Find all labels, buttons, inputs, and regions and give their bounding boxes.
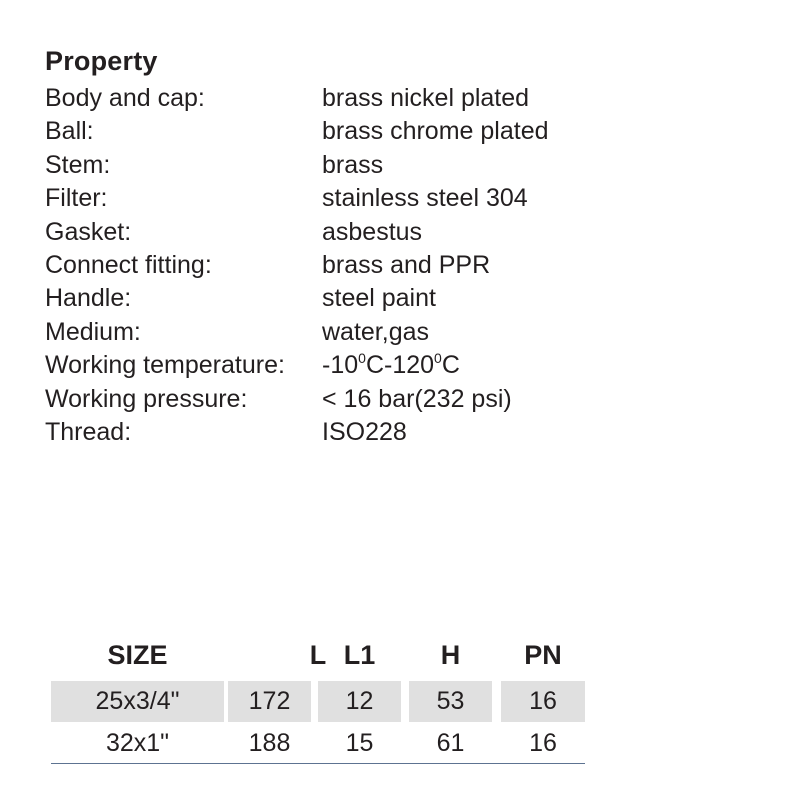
property-label: Filter: xyxy=(45,184,108,213)
property-value: ISO228 xyxy=(322,417,407,446)
degree-superscript: 0 xyxy=(358,350,366,367)
temperature-part: C xyxy=(441,351,460,380)
table-cell-l1: 15 xyxy=(345,729,374,757)
table-bottom-rule xyxy=(51,763,585,764)
property-value: water,gas xyxy=(322,317,430,346)
property-heading: Property xyxy=(45,46,158,76)
property-label: Gasket: xyxy=(45,217,132,246)
property-label: Working temperature: xyxy=(45,351,285,380)
property-value: brass xyxy=(322,150,384,179)
table-cell-l: 172 xyxy=(228,681,311,722)
property-value: steel paint xyxy=(322,284,436,313)
working-temperature-value xyxy=(322,349,460,382)
property-label: Thread: xyxy=(45,417,132,446)
table-cell-h: 61 xyxy=(436,729,465,757)
header-l1: L1 xyxy=(343,640,376,670)
property-label: Handle: xyxy=(45,284,132,313)
header-l: L xyxy=(309,640,327,670)
header-pn: PN xyxy=(524,640,562,670)
table-cell-h: 53 xyxy=(409,681,492,722)
property-label: Working pressure: xyxy=(45,384,248,413)
temperature-part: -10 xyxy=(322,351,359,380)
degree-superscript: 0 xyxy=(434,350,442,367)
property-label: Medium: xyxy=(45,317,141,346)
property-value: brass chrome plated xyxy=(322,117,549,146)
table-cell-l: 188 xyxy=(248,729,291,757)
table-cell-size: 32x1" xyxy=(105,729,170,757)
property-value: stainless steel 304 xyxy=(322,184,528,213)
property-value: < 16 bar(232 psi) xyxy=(322,384,512,413)
table-cell-l1: 12 xyxy=(318,681,401,722)
table-cell-pn: 16 xyxy=(529,729,557,757)
temperature-part: C-120 xyxy=(365,351,435,380)
property-label: Body and cap: xyxy=(45,84,205,112)
header-h: H xyxy=(440,640,461,670)
property-value: brass and PPR xyxy=(322,250,491,279)
table-cell-pn: 16 xyxy=(501,681,585,722)
property-label: Connect fitting: xyxy=(45,250,212,279)
header-size: SIZE xyxy=(107,640,168,670)
property-value: asbestus xyxy=(322,217,423,246)
property-label: Stem: xyxy=(45,150,111,179)
property-value: brass nickel plated xyxy=(322,84,530,112)
property-label: Ball: xyxy=(45,117,94,146)
table-cell-size: 25x3/4" xyxy=(51,681,224,722)
